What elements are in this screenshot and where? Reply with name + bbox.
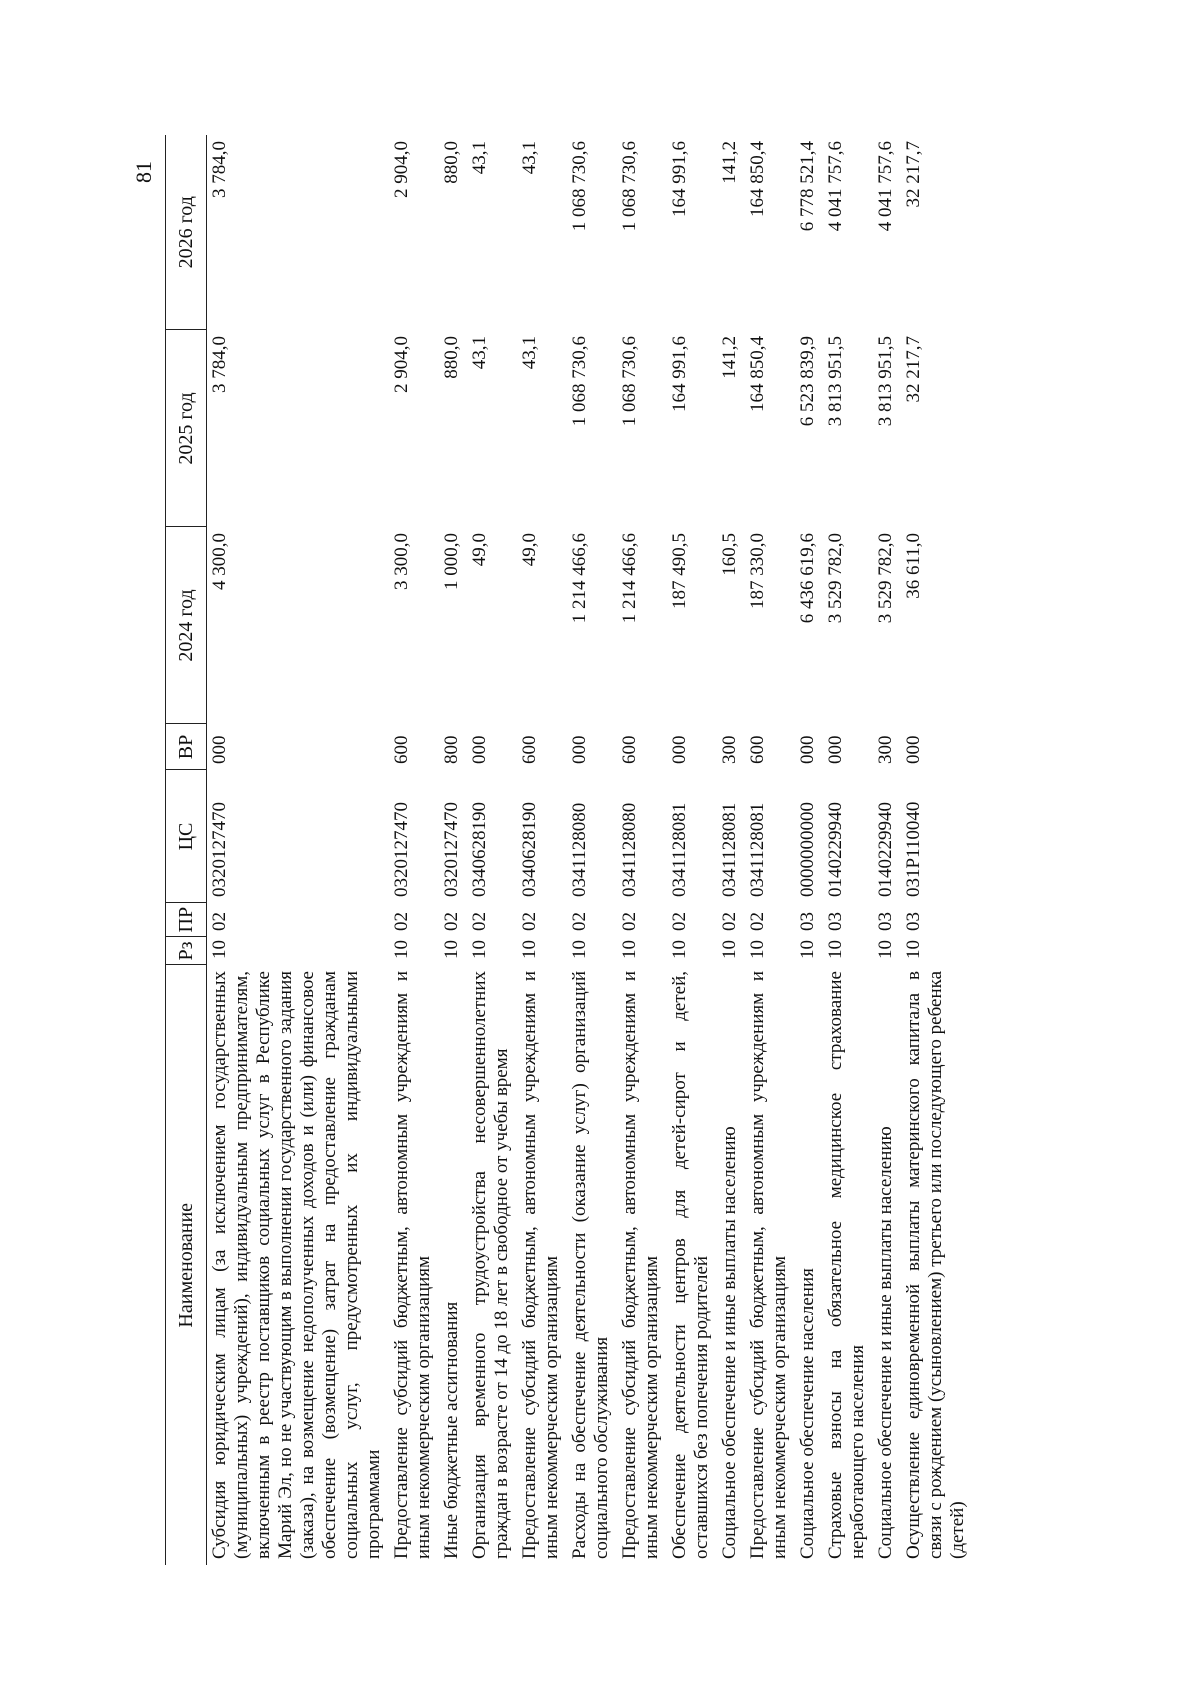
cell-vr: 300 <box>875 735 896 764</box>
cell-rz: 10 <box>441 940 462 959</box>
cell-name: Страховые взносы на обязательное медицинское страхование неработающего населения <box>825 971 868 1559</box>
cell-cs: 0341128081 <box>719 802 740 897</box>
page-number: 81 <box>131 161 156 183</box>
rotated-page <box>131 135 1005 1565</box>
cell-name: Организация временного трудоустройства несовершеннолетних граждан в возрасте от 14 до 18 лет в свободное от учебы время <box>469 971 512 1559</box>
cell-name: Субсидия юридическим лицам (за исключением государственных (муниципальных) учреждений), индивидуальным предпринимателям, включенным в реестр поставщиков социальных услуг в Республике Марий Эл, но не участвующим в выполнении государственного задания (заказа), на возмещение недополученных доходов и (или) финансовое обеспечение (возмещение) затрат на предоставление гражданам социальных услуг, предусмотренных их индивидуальными программами <box>209 971 384 1559</box>
table-row <box>389 135 439 1565</box>
cell-name: Расходы на обеспечение деятельности (оказание услуг) организаций социального обслуживания <box>569 971 612 1559</box>
cell-2025: 32 217,7 <box>903 336 924 403</box>
header-cs: ЦС <box>166 770 207 903</box>
cell-name: Осуществление единовременной выплаты материнского капитала в связи с рождением (усыновлением) третьего или последующего ребенка (детей) <box>903 971 968 1559</box>
cell-pr: 02 <box>441 912 462 931</box>
table-row <box>667 135 717 1565</box>
cell-2026: 4 041 757,6 <box>875 141 896 232</box>
cell-rz: 10 <box>391 940 412 959</box>
cell-cs: 0000000000 <box>797 802 818 897</box>
cell-2025: 43,1 <box>519 336 540 370</box>
table-row <box>567 135 617 1565</box>
cell-name: Предоставление субсидий бюджетным, автономным учреждениям и иным некоммерческим организациям <box>747 971 790 1559</box>
cell-2026: 880,0 <box>441 141 462 184</box>
cell-cs: 031Р110040 <box>903 801 924 897</box>
cell-2024: 1 000,0 <box>441 533 462 590</box>
table-row <box>873 135 901 1565</box>
cell-vr: 000 <box>797 735 818 764</box>
cell-2026: 164 850,4 <box>747 141 768 217</box>
cell-2026: 1 068 730,6 <box>619 141 640 232</box>
cell-rz: 10 <box>209 940 230 959</box>
cell-rz: 10 <box>519 940 540 959</box>
cell-2025: 164 991,6 <box>669 336 690 412</box>
cell-2024: 49,0 <box>469 533 490 567</box>
header-2025: 2025 год <box>166 330 207 527</box>
cell-2025: 2 904,0 <box>391 336 412 393</box>
cell-2024: 4 300,0 <box>209 533 230 590</box>
table-row <box>823 135 873 1565</box>
cell-vr: 000 <box>469 735 490 764</box>
table-row <box>467 135 517 1565</box>
header-pr: ПР <box>166 903 207 937</box>
cell-cs: 0341128081 <box>747 802 768 897</box>
header-name: Наименование <box>166 965 207 1565</box>
cell-pr: 02 <box>569 912 590 931</box>
cell-rz: 10 <box>825 940 846 959</box>
cell-rz: 10 <box>469 940 490 959</box>
cell-cs: 0341128081 <box>669 802 690 897</box>
table-row <box>439 135 467 1565</box>
cell-2024: 3 300,0 <box>391 533 412 590</box>
cell-name: Предоставление субсидий бюджетным, автономным учреждениям и иным некоммерческим организациям <box>391 971 434 1559</box>
cell-vr: 000 <box>669 735 690 764</box>
cell-2026: 3 784,0 <box>209 141 230 198</box>
cell-2026: 2 904,0 <box>391 141 412 198</box>
cell-pr: 02 <box>719 912 740 931</box>
cell-2026: 164 991,6 <box>669 141 690 217</box>
cell-cs: 0341128080 <box>569 802 590 897</box>
cell-2026: 43,1 <box>519 141 540 175</box>
cell-vr: 300 <box>719 735 740 764</box>
header-vr: ВР <box>166 724 207 770</box>
cell-pr: 02 <box>209 912 230 931</box>
cell-name: Предоставление субсидий бюджетным, автономным учреждениям и иным некоммерческим организациям <box>619 971 662 1559</box>
cell-pr: 03 <box>797 912 818 931</box>
cell-rz: 10 <box>797 940 818 959</box>
cell-2025: 164 850,4 <box>747 336 768 412</box>
cell-pr: 02 <box>669 912 690 931</box>
cell-rz: 10 <box>903 940 924 959</box>
cell-cs: 0320127470 <box>391 802 412 897</box>
cell-pr: 03 <box>875 912 896 931</box>
cell-pr: 02 <box>519 912 540 931</box>
cell-2025: 3 784,0 <box>209 336 230 393</box>
cell-rz: 10 <box>875 940 896 959</box>
cell-vr: 600 <box>619 735 640 764</box>
cell-2025: 1 068 730,6 <box>569 336 590 427</box>
cell-pr: 02 <box>469 912 490 931</box>
cell-2024: 3 529 782,0 <box>825 533 846 624</box>
cell-name: Социальное обеспечение населения <box>797 1268 818 1559</box>
cell-2025: 3 813 951,5 <box>825 336 846 427</box>
table-row <box>207 135 390 1565</box>
budget-table <box>165 135 973 1565</box>
cell-2026: 6 778 521,4 <box>797 141 818 232</box>
cell-rz: 10 <box>669 940 690 959</box>
cell-name: Предоставление субсидий бюджетным, автономным учреждениям и иным некоммерческим организациям <box>519 971 562 1559</box>
header-2026: 2026 год <box>166 135 207 330</box>
cell-vr: 600 <box>747 735 768 764</box>
cell-cs: 0341128080 <box>619 802 640 897</box>
cell-2025: 880,0 <box>441 336 462 379</box>
cell-pr: 02 <box>619 912 640 931</box>
cell-2024: 36 611,0 <box>903 533 924 599</box>
cell-2025: 43,1 <box>469 336 490 370</box>
cell-2024: 187 330,0 <box>747 533 768 609</box>
cell-2025: 1 068 730,6 <box>619 336 640 427</box>
cell-cs: 0320127470 <box>209 802 230 897</box>
cell-name: Социальное обеспечение и иные выплаты населению <box>875 1126 896 1559</box>
table-row <box>901 135 973 1565</box>
cell-2025: 141,2 <box>719 336 740 379</box>
cell-pr: 03 <box>825 912 846 931</box>
table-row <box>795 135 823 1565</box>
cell-cs: 0140229940 <box>825 802 846 897</box>
cell-2026: 32 217,7 <box>903 141 924 208</box>
header-row <box>166 135 207 1565</box>
cell-vr: 600 <box>391 735 412 764</box>
cell-2024: 49,0 <box>519 533 540 567</box>
cell-2026: 4 041 757,6 <box>825 141 846 232</box>
cell-2024: 1 214 466,6 <box>619 533 640 624</box>
cell-rz: 10 <box>747 940 768 959</box>
cell-cs: 0320127470 <box>441 802 462 897</box>
header-rz: Рз <box>166 937 207 965</box>
cell-rz: 10 <box>619 940 640 959</box>
cell-rz: 10 <box>569 940 590 959</box>
cell-pr: 02 <box>747 912 768 931</box>
cell-2026: 43,1 <box>469 141 490 175</box>
cell-2024: 1 214 466,6 <box>569 533 590 624</box>
cell-name: Обеспечение деятельности центров для детей-сирот и детей, оставшихся без попечения родителей <box>669 971 712 1559</box>
table-row <box>717 135 745 1565</box>
cell-cs: 0340628190 <box>519 802 540 897</box>
cell-2025: 3 813 951,5 <box>875 336 896 427</box>
cell-2026: 1 068 730,6 <box>569 141 590 232</box>
cell-2025: 6 523 839,9 <box>797 336 818 427</box>
cell-name: Социальное обеспечение и иные выплаты населению <box>719 1126 740 1559</box>
table-row <box>745 135 795 1565</box>
cell-2024: 160,5 <box>719 533 740 576</box>
cell-2024: 3 529 782,0 <box>875 533 896 624</box>
table-body <box>207 135 974 1565</box>
cell-cs: 0340628190 <box>469 802 490 897</box>
cell-vr: 000 <box>825 735 846 764</box>
cell-cs: 0140229940 <box>875 802 896 897</box>
cell-vr: 600 <box>519 735 540 764</box>
cell-vr: 000 <box>209 735 230 764</box>
header-2024: 2024 год <box>166 527 207 724</box>
cell-vr: 000 <box>569 735 590 764</box>
cell-name: Иные бюджетные ассигнования <box>441 1301 462 1559</box>
cell-2024: 187 490,5 <box>669 533 690 609</box>
cell-2024: 6 436 619,6 <box>797 533 818 624</box>
cell-pr: 02 <box>391 912 412 931</box>
cell-vr: 000 <box>903 735 924 764</box>
cell-rz: 10 <box>719 940 740 959</box>
table-row <box>517 135 567 1565</box>
table-row <box>617 135 667 1565</box>
cell-vr: 800 <box>441 735 462 764</box>
cell-pr: 03 <box>903 912 924 931</box>
cell-2026: 141,2 <box>719 141 740 184</box>
